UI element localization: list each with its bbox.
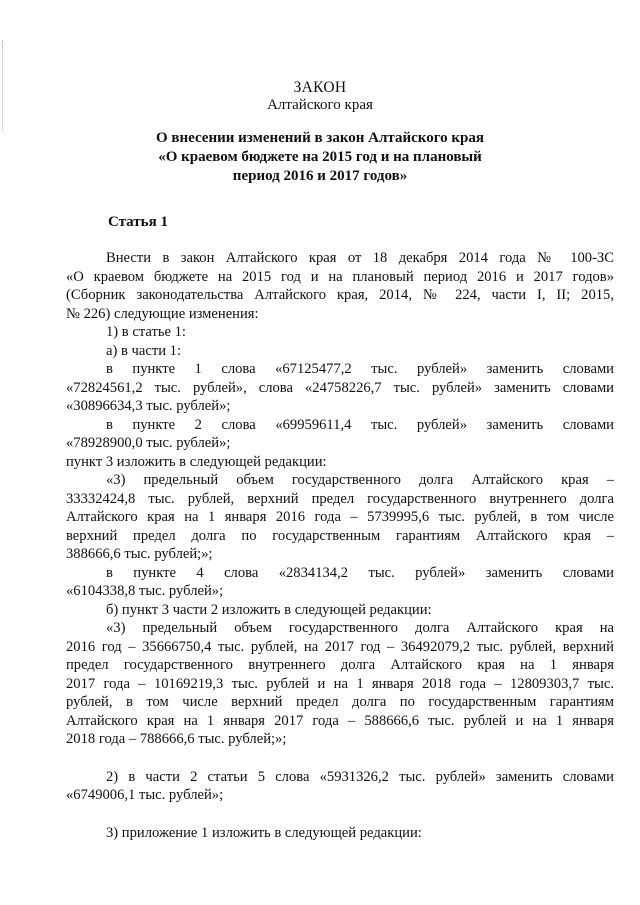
body-line: «3) предельный объем государственного долга Алтайского края – <box>106 472 614 488</box>
body-line: «3) предельный объем государственного долга Алтайского края на <box>106 620 614 636</box>
body-line: а) в части 1: <box>106 342 182 359</box>
body-line: «30896634,3 тыс. рублей»; <box>66 398 231 414</box>
body-line: в пункте 1 слова «67125477,2 тыс. рублей» заменить словами <box>106 361 614 377</box>
body-line: Алтайского края на 1 января 2016 года – 5739995,6 тыс. рублей, в том числе <box>66 509 614 525</box>
law-region: Алтайского края <box>267 97 373 113</box>
body-line: «О краевом бюджете на 2015 год и на плановый период 2016 и 2017 годов» <box>66 268 614 285</box>
body-line: 2) в части 2 статьи 5 слова «5931326,2 тыс. рублей» заменить словами <box>106 768 614 785</box>
article-heading: Статья 1 <box>108 214 168 230</box>
body-line: рублей, в том числе верхний предел долга по государственным гарантиям <box>66 694 614 710</box>
body-line: 1) в статье 1: <box>106 324 186 340</box>
law-heading: ЗАКОН <box>293 79 347 96</box>
body-line: предел государственного внутреннего долга Алтайского края на 1 января <box>66 657 614 673</box>
body-line: верхний предел долга по государственным гарантиям Алтайского края – <box>66 527 614 544</box>
body-line: пункт 3 изложить в следующей редакции: <box>66 453 327 470</box>
law-title <box>0 129 640 186</box>
body-line: в пункте 4 слова «2834134,2 тыс. рублей» заменить словами <box>106 564 614 581</box>
body-line: «6104338,8 тыс. рублей»; <box>66 583 224 599</box>
body-line: Алтайского края на 1 января 2017 года – 588666,6 тыс. рублей и на 1 января <box>66 712 614 729</box>
law-title-line: «О краевом бюджете на 2015 год и на плановый <box>158 149 482 165</box>
body-line: «6749006,1 тыс. рублей»; <box>66 787 224 803</box>
body-line: 388666,6 тыс. рублей;»; <box>66 546 213 562</box>
body-line: 33332424,8 тыс. рублей, верхний предел государственного внутреннего долга <box>66 490 614 507</box>
article-body <box>66 249 614 842</box>
body-line: (Сборник законодательства Алтайского края, 2014, № 224, части I, II; 2015, <box>66 287 614 303</box>
paragraph-gap <box>66 805 614 824</box>
body-line: № 226) следующие изменения: <box>66 305 259 322</box>
paragraph-gap <box>66 749 614 768</box>
body-line: в пункте 2 слова «69959611,4 тыс. рублей» заменить словами <box>106 416 614 433</box>
body-line: «72824561,2 тыс. рублей», слова «24758226,7 тыс. рублей» заменить словами <box>66 379 614 396</box>
body-line: 3) приложение 1 изложить в следующей редакции: <box>106 824 422 841</box>
body-line: 2018 года – 788666,6 тыс. рублей;»; <box>66 731 287 747</box>
body-line: «78928900,0 тыс. рублей»; <box>66 435 231 451</box>
body-line: Внести в закон Алтайского края от 18 декабря 2014 года № 100-ЗС <box>106 250 614 266</box>
body-line: б) пункт 3 части 2 изложить в следующей редакции: <box>106 601 432 618</box>
body-line: 2017 года – 10169219,3 тыс. рублей и на 1 января 2018 года – 12809303,7 тыс. <box>66 675 614 692</box>
law-title-line: период 2016 и 2017 годов» <box>232 168 408 184</box>
body-line: 2016 год – 35666750,4 тыс. рублей, на 2017 год – 36492079,2 тыс. рублей, верхний <box>66 638 614 655</box>
law-title-line: О внесении изменений в закон Алтайского края <box>155 130 485 146</box>
